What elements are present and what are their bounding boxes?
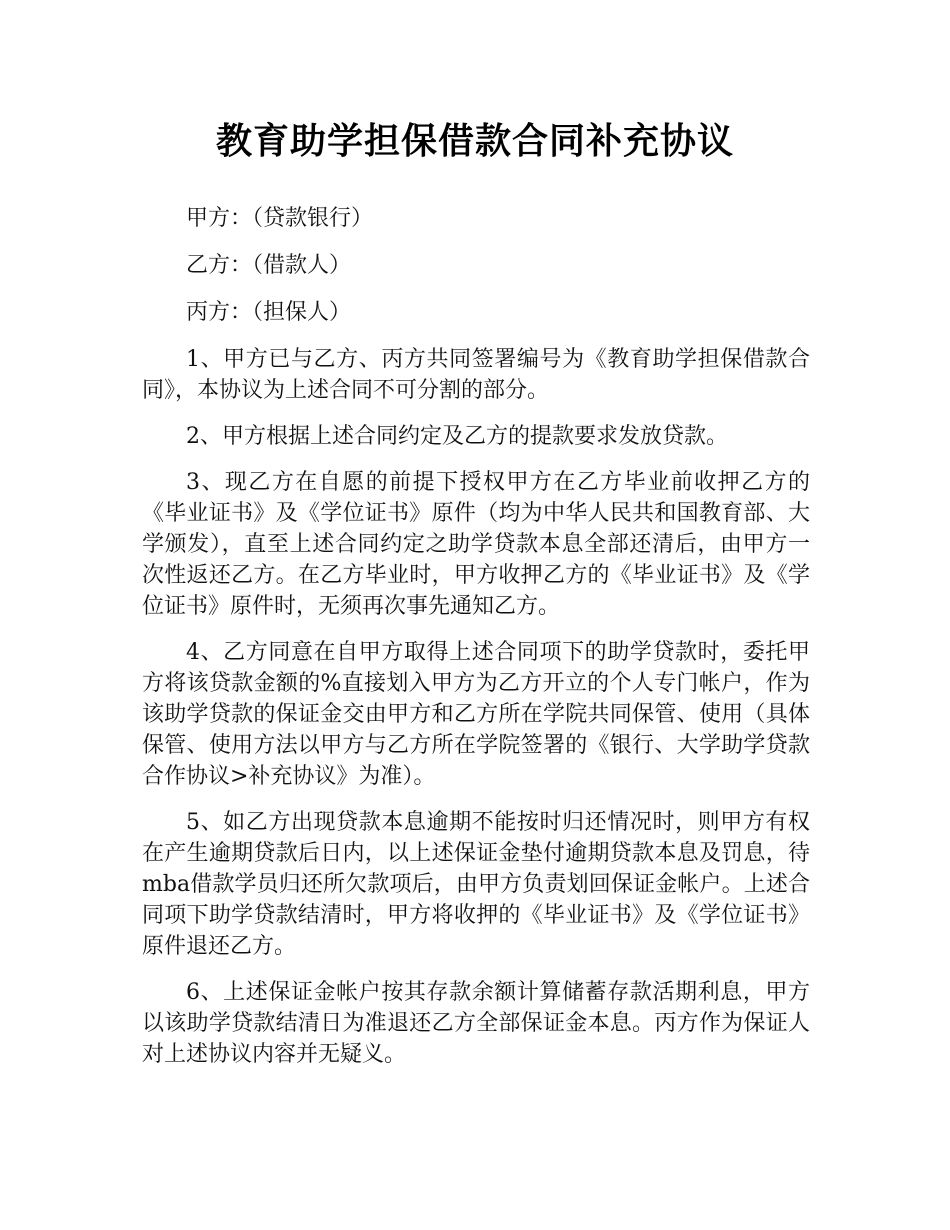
clause-5: 5、如乙方出现贷款本息逾期不能按时归还情况时，则甲方有权在产生逾期贷款后日内，以上述保证金垫付逾期贷款本息及罚息，待mba借款学员归还所欠款项后，由甲方负责划回保证金帐户。上述合同项下助学贷款结清时，甲方将收押的《毕业证书》及《学位证书》原件退还乙方。 xyxy=(142,810,810,959)
document-title: 教育助学担保借款合同补充协议 xyxy=(215,121,734,162)
party-a-line: 甲方：（贷款银行） xyxy=(186,206,374,231)
party-b-line: 乙方：（借款人） xyxy=(186,253,352,278)
party-c-line: 丙方：（担保人） xyxy=(186,300,352,325)
document-body xyxy=(142,203,810,1085)
clause-2: 2、甲方根据上述合同约定及乙方的提款要求发放贷款。 xyxy=(186,424,728,449)
clause-1: 1、甲方已与乙方、丙方共同签署编号为《教育助学担保借款合同》，本协议为上述合同不可分割的部分。 xyxy=(142,347,810,403)
clause-4: 4、乙方同意在自甲方取得上述合同项下的助学贷款时，委托甲方将该贷款金额的%直接划入甲方为乙方开立的个人专门帐户，作为该助学贷款的保证金交由甲方和乙方所在学院共同保管、使用（具体保管、使用方法以甲方与乙方所在学院签署的《银行、大学助学贷款合作协议>补充协议》为准）。 xyxy=(142,640,810,789)
clause-6: 6、上述保证金帐户按其存款余额计算储蓄存款活期利息，甲方以该助学贷款结清日为准退还乙方全部保证金本息。丙方作为保证人对上述协议内容并无疑义。 xyxy=(142,980,810,1067)
clause-3: 3、现乙方在自愿的前提下授权甲方在乙方毕业前收押乙方的《毕业证书》及《学位证书》原件（均为中华人民共和国教育部、大学颁发），直至上述合同约定之助学贷款本息全部还清后，由甲方一次性返还乙方。在乙方毕业时，甲方收押乙方的《毕业证书》及《学位证书》原件时，无须再次事先通知乙方。 xyxy=(142,470,810,619)
